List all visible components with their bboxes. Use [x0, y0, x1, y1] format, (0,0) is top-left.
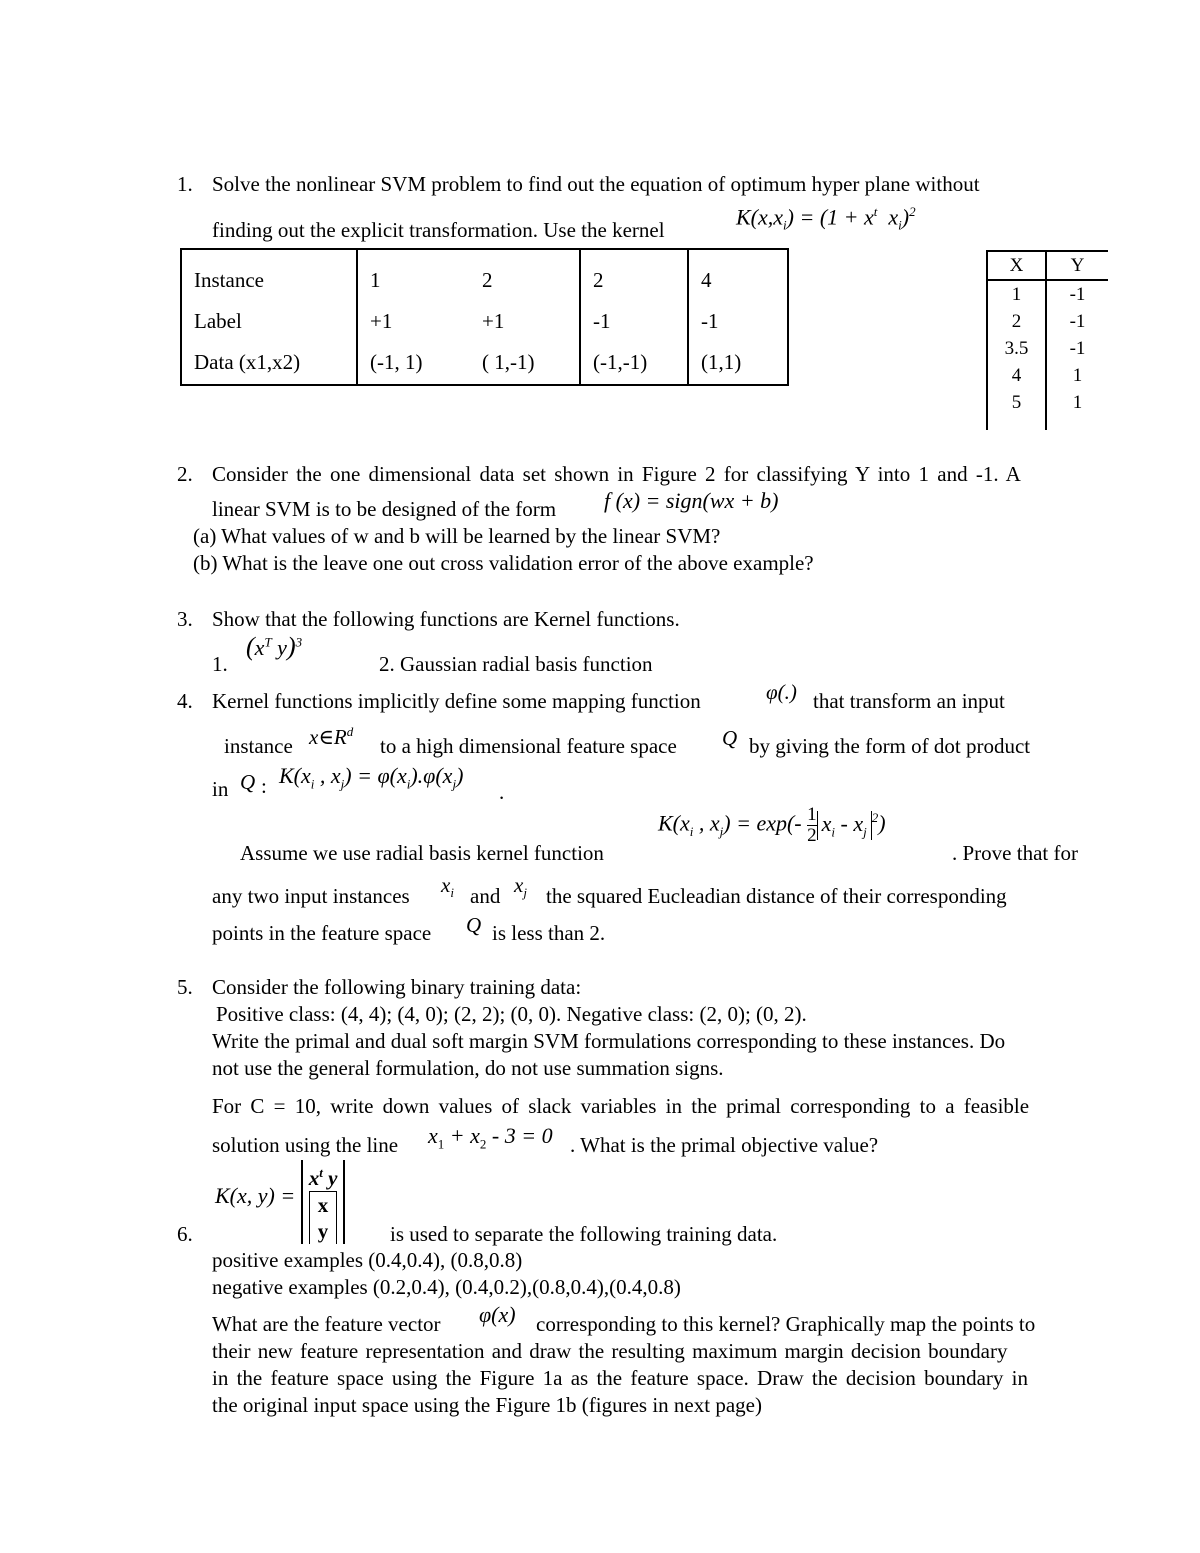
table-row: 1 -1 — [987, 280, 1108, 308]
table-row: 4 1 — [987, 362, 1108, 389]
q1-line2: finding out the explicit transformation. Use the kernel — [212, 218, 665, 242]
q3-line1: Show that the following functions are Kernel functions. — [212, 607, 680, 631]
table-cell: 4 -1 (1,1) — [701, 268, 742, 374]
q4-xi: $x_i$ — [441, 873, 454, 901]
table-cell: 2 -1 (-1,-1) — [580, 249, 688, 385]
q4-line1a: Kernel functions implicitly define some mapping function — [212, 689, 701, 713]
q4-xj: $x_j$ — [514, 873, 527, 901]
q4-dot-formula: $K(x_i$ , $x_j) = \varphi(x_i).\varphi(x_j)$ — [279, 763, 464, 792]
q2-line2: linear SVM is to be designed of the form — [212, 497, 557, 521]
q4-Q: Q — [722, 726, 738, 750]
q2-line1: Consider the one dimensional data set shown in Figure 2 for classifying Y into 1 and -1. A — [212, 462, 1021, 486]
q4-line4a: Assume we use radial basis kernel function — [240, 841, 604, 865]
q4-line3a: in — [212, 777, 229, 801]
xy-header-y: Y — [1046, 251, 1108, 280]
q4-line2a: instance — [224, 734, 293, 758]
xy-header-x: X — [987, 251, 1046, 280]
q5-line5: For C = 10, write down values of slack variables in the primal corresponding to a feasible — [212, 1094, 1030, 1118]
q1-instance-table — [180, 248, 789, 386]
q6-number: 6. — [177, 1222, 193, 1246]
xy-table — [986, 250, 1108, 430]
q5-line2: Positive class: (4, 4); (4, 0); (2, 2); (0, 0). Negative class: (2, 0); (0, 2). — [216, 1002, 807, 1026]
table-row: 2 -1 — [987, 308, 1108, 335]
q1-kernel-formula: $K(x,x_i) = (1 + x^t$ $x_i)^2$ — [736, 204, 916, 233]
q4-and: and — [470, 884, 501, 908]
q4-rbf-formula: $K(x_i$ , $x_j) = \exp(-$ $\frac{1}{2}$ $x_i - x_j^2$) — [658, 804, 886, 846]
q2-part-b: (b) What is the leave one out cross validation error of the above example? — [193, 551, 814, 575]
q4-Q2: Q — [240, 770, 256, 794]
q5-line-formula: $x_1 + x_2 - 3 = 0$ — [428, 1123, 553, 1152]
q6-line3: negative examples (0.2,0.4), (0.4,0.2),(0.8,0.4),(0.4,0.8) — [212, 1275, 681, 1299]
q5-line4: not use the general formulation, do not use summation signs. — [212, 1056, 724, 1080]
q4-number: 4. — [177, 689, 193, 713]
q4-line6b: is less than 2. — [492, 921, 606, 945]
q4-line1b: that transform an input — [813, 689, 1005, 713]
q3-item2: 2. Gaussian radial basis function — [379, 652, 653, 676]
q2-formula: f (x) = sign(wx + b) — [604, 488, 779, 513]
q1-line1: Solve the nonlinear SVM problem to find out the equation of optimum hyper plane without — [212, 172, 980, 196]
q6-line4a: What are the feature vector — [212, 1312, 441, 1336]
q4-line5b: the squared Eucleadian distance of their corresponding — [546, 884, 1007, 908]
q4-line2b: to a high dimensional feature space — [380, 734, 677, 758]
table-row: 5 1 — [987, 389, 1108, 416]
table-cell: 1 +1 (-1, 1) 2 +1 ( 1,-1) — [357, 249, 580, 385]
q3-item1-number: 1. — [212, 652, 228, 676]
q5-line3: Write the primal and dual soft margin SVM formulations corresponding to these instances. Do — [212, 1029, 1006, 1053]
q5-line6b: . What is the primal objective value? — [570, 1133, 879, 1157]
q6-line7: the original input space using the Figure 1b (figures in next page) — [212, 1393, 762, 1417]
q6-line5: their new feature representation and draw the resulting maximum margin decision boundary — [212, 1339, 1008, 1363]
q5-number: 5. — [177, 975, 193, 999]
q6-line1: is used to separate the following training data. — [390, 1222, 778, 1246]
q4-line2c: by giving the form of dot product — [749, 734, 1031, 758]
q4-line6a: points in the feature space — [212, 921, 432, 945]
q6-line4b: corresponding to this kernel? Graphically map the points to — [536, 1312, 1036, 1336]
q4-line5a: any two input instances — [212, 884, 410, 908]
q4-line4b: . Prove that for — [952, 841, 1078, 865]
q5-line6a: solution using the line — [212, 1133, 399, 1157]
q6-line2: positive examples (0.4,0.4), (0.8,0.8) — [212, 1248, 523, 1272]
q2-part-a: (a) What values of w and b will be learned by the linear SVM? — [193, 524, 721, 548]
q6-kernel-formula: K(x, y) = $x^t$ y x y — [215, 1160, 345, 1244]
q4-x-in-R: $x\in R^d$ — [309, 724, 354, 749]
q4-period: . — [499, 780, 505, 804]
q6-line6: in the feature space using the Figure 1a as the feature space. Draw the decision boundary in — [212, 1366, 1028, 1390]
q1-number: 1. — [177, 172, 193, 196]
q2-number: 2. — [177, 462, 193, 486]
table-cell: Instance Label Data (x1,x2) — [181, 249, 357, 385]
table-row: 3.5 -1 — [987, 335, 1108, 362]
q6-phi: φ(x) — [479, 1302, 516, 1327]
q4-phi: φ(.) — [766, 680, 797, 704]
q3-item1-formula: ($x^T$ y)$^3$ — [246, 632, 303, 661]
q3-number: 3. — [177, 607, 193, 631]
q5-line1: Consider the following binary training data: — [212, 975, 582, 999]
q4-colon: : — [261, 774, 267, 798]
